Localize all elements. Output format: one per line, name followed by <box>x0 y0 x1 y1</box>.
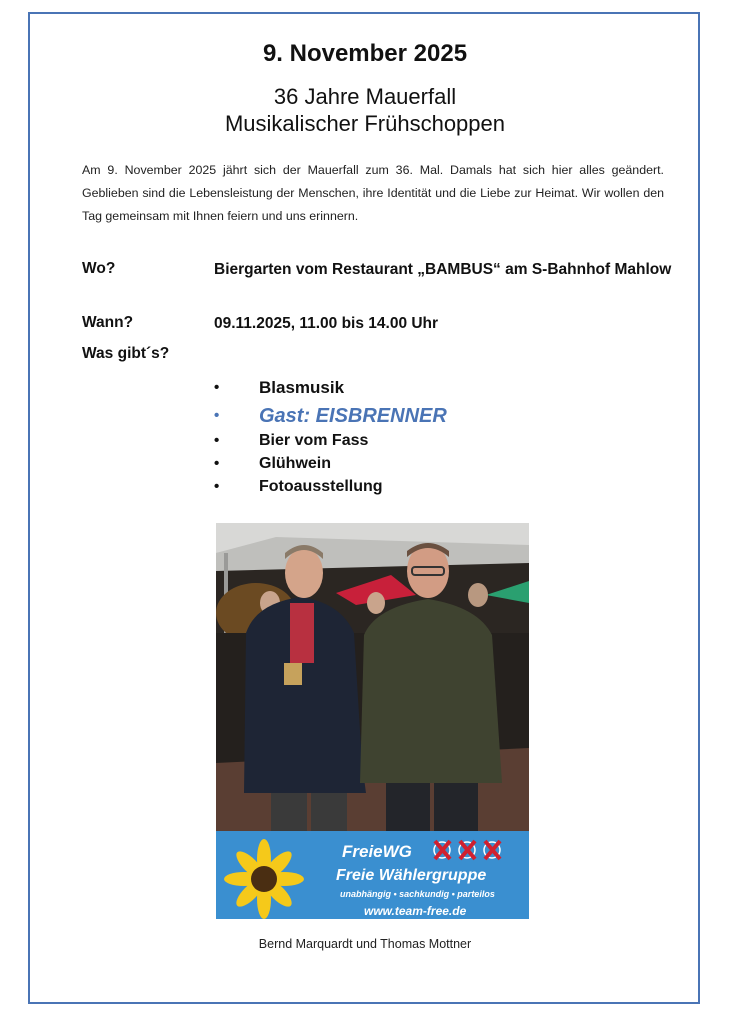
person-left-face <box>285 548 323 598</box>
beer-glass-icon <box>284 663 302 685</box>
bullet-icon: • <box>214 432 220 449</box>
list-item-label: Gast: EISBRENNER <box>259 405 447 427</box>
what-label: Was gibt´s? <box>82 345 170 362</box>
where-value: Biergarten vom Restaurant „BAMBUS“ am S-Bahnhof Mahlow <box>214 261 672 278</box>
list-item-label: Bier vom Fass <box>259 432 369 449</box>
list-item-label: Fotoausstellung <box>259 478 383 495</box>
bullet-icon: • <box>214 455 220 472</box>
list-item-label: Blasmusik <box>259 378 345 397</box>
event-subtitle <box>0 83 730 137</box>
banner-org-short: FreieWG <box>342 842 412 861</box>
when-label: Wann? <box>82 314 134 331</box>
subtitle-line-2: Musikalischer Frühschoppen <box>224 111 506 136</box>
bullet-icon: • <box>214 379 220 396</box>
person-right-jacket <box>360 599 502 783</box>
list-item <box>214 430 614 453</box>
intro-paragraph: Am 9. November 2025 jährt sich der Mauerfall zum 36. Mal. Damals hat sich hier alles geändert. Geblieben sind die Lebensleistung der Menschen, ihre Identität und die Liebe zur Heimat. Wir wollen den Tag gemeinsam mit Ihnen feiern und uns erinnern. <box>82 163 664 223</box>
where-label: Wo? <box>82 260 116 277</box>
banner-url: www.team-free.de <box>364 904 467 918</box>
offer-list <box>214 376 614 499</box>
list-item <box>214 476 614 499</box>
banner-org-full: Freie Wählergruppe <box>336 867 487 884</box>
bullet-icon: • <box>214 407 220 424</box>
event-photo <box>216 523 529 919</box>
photo-illustration <box>216 523 529 919</box>
list-item <box>214 376 614 404</box>
bullet-icon: • <box>214 478 220 495</box>
list-item-label: Glühwein <box>259 455 331 472</box>
photo-caption: Bernd Marquardt und Thomas Mottner <box>258 937 472 951</box>
event-date-title: 9. November 2025 <box>262 40 468 67</box>
banner-tagline: unabhängig • sachkundig • parteilos <box>340 889 495 899</box>
list-item-guest <box>214 404 614 430</box>
when-value: 09.11.2025, 11.00 bis 14.00 Uhr <box>214 315 439 332</box>
list-item <box>214 453 614 476</box>
subtitle-line-1: 36 Jahre Mauerfall <box>273 84 457 109</box>
